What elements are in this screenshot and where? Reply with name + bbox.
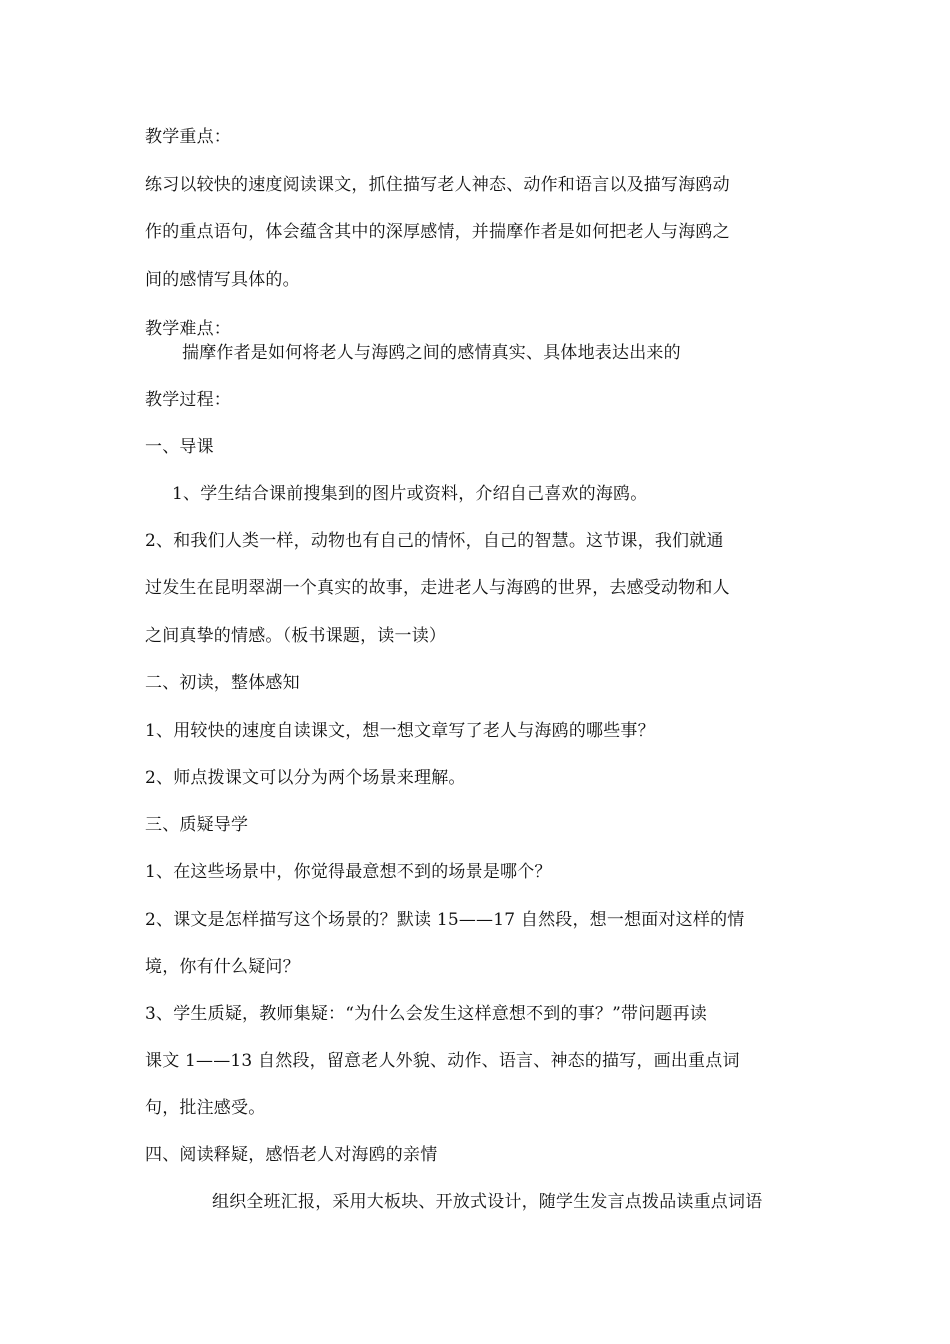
paragraph-line: 揣摩作者是如何将老人与海鸥之间的感情真实、具体地表达出来的 — [182, 343, 681, 363]
heading-teaching-focus: 教学重点： — [145, 127, 231, 147]
list-item: 1、在这些场景中，你觉得最意想不到的场景是哪个？ — [145, 862, 552, 882]
list-item: 3、学生质疑，教师集疑：“为什么会发生这样意想不到的事？”带问题再读 — [145, 1004, 707, 1024]
heading-teaching-difficulty: 教学难点： — [145, 319, 231, 339]
paragraph-line: 间的感情写具体的。 — [145, 270, 300, 290]
paragraph-line: 组织全班汇报，采用大板块、开放式设计，随学生发言点拨品读重点词语 — [212, 1192, 763, 1212]
paragraph-line: 之间真挚的情感。（板书课题，读一读） — [145, 626, 447, 646]
paragraph-line: 句，批注感受。 — [145, 1098, 266, 1118]
section-heading: 三、质疑导学 — [145, 815, 249, 835]
paragraph-line: 作的重点语句，体会蕴含其中的深厚感情，并揣摩作者是如何把老人与海鸥之 — [145, 222, 730, 242]
list-item: 2、师点拨课文可以分为两个场景来理解。 — [145, 768, 466, 788]
section-heading: 四、阅读释疑，感悟老人对海鸥的亲情 — [145, 1145, 438, 1165]
section-heading: 二、初读，整体感知 — [145, 673, 300, 693]
heading-teaching-process: 教学过程： — [145, 390, 231, 410]
paragraph-line: 课文 1——13 自然段，留意老人外貌、动作、语言、神态的描写，画出重点词 — [145, 1051, 740, 1071]
paragraph-line: 境，你有什么疑问？ — [145, 957, 300, 977]
paragraph-line: 过发生在昆明翠湖一个真实的故事，走进老人与海鸥的世界，去感受动物和人 — [145, 578, 730, 598]
list-item: 2、和我们人类一样，动物也有自己的情怀，自己的智慧。这节课，我们就通 — [145, 531, 724, 551]
list-item: 1、学生结合课前搜集到的图片或资料，介绍自己喜欢的海鸥。 — [172, 484, 648, 504]
paragraph-line: 练习以较快的速度阅读课文，抓住描写老人神态、动作和语言以及描写海鸥动 — [145, 175, 730, 195]
list-item: 2、课文是怎样描写这个场景的？默读 15——17 自然段，想一想面对这样的情 — [145, 910, 745, 930]
section-heading: 一、导课 — [145, 437, 214, 457]
list-item: 1、用较快的速度自读课文，想一想文章写了老人与海鸥的哪些事？ — [145, 721, 655, 741]
